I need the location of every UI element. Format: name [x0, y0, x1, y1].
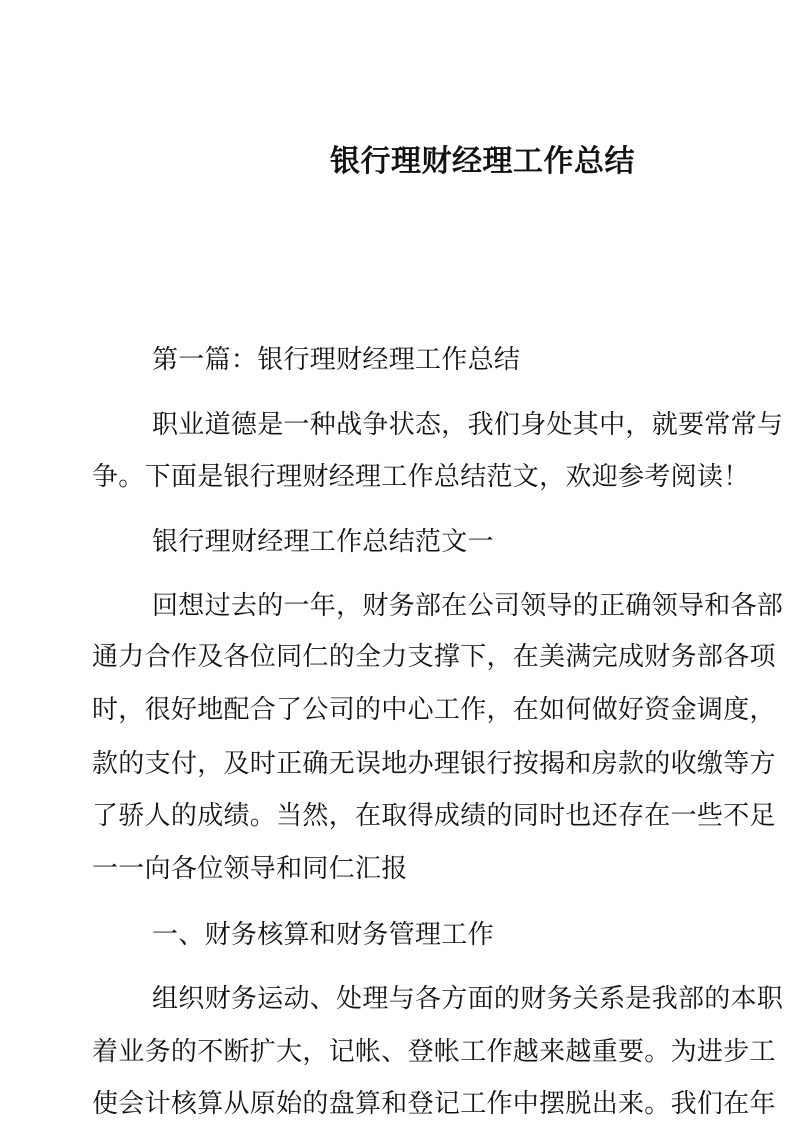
- section-heading-line: 一、财务核算和财务管理工作: [152, 920, 494, 950]
- paragraph-line: 回想过去的一年，财务部在公司领导的正确领导和各部: [152, 591, 784, 621]
- paragraph-line: 通力合作及各位同仁的全力支撑下，在美满完成财务部各项: [92, 642, 776, 672]
- section-heading-first: 第一篇：银行理财经理工作总结: [152, 345, 521, 375]
- paragraph-line: 一一向各位领导和同仁汇报: [92, 854, 408, 884]
- paragraph-line: 了骄人的成绩。当然，在取得成绩的同时也还存在一些不足: [92, 801, 776, 831]
- paragraph-line: 组织财务运动、处理与各方面的财务关系是我部的本职: [152, 984, 784, 1014]
- paragraph-line: 款的支付，及时正确无误地办理银行按揭和房款的收缴等方: [92, 749, 776, 779]
- paragraph-line: 使会计核算从原始的盘算和登记工作中摆脱出来。我们在年: [92, 1089, 776, 1119]
- paragraph-line: 职业道德是一种战争状态，我们身处其中，就要常常与: [152, 410, 784, 440]
- subheading-line: 银行理财经理工作总结范文一: [152, 527, 494, 557]
- paragraph-line: 时，很好地配合了公司的中心工作，在如何做好资金调度，: [92, 695, 776, 725]
- document-title: 银行理财经理工作总结: [330, 144, 635, 179]
- paragraph-line: 着业务的不断扩大，记帐、登帐工作越来越重要。为进步工: [92, 1037, 776, 1067]
- paragraph-line: 争。下面是银行理财经理工作总结范文，欢迎参考阅读！: [92, 462, 750, 492]
